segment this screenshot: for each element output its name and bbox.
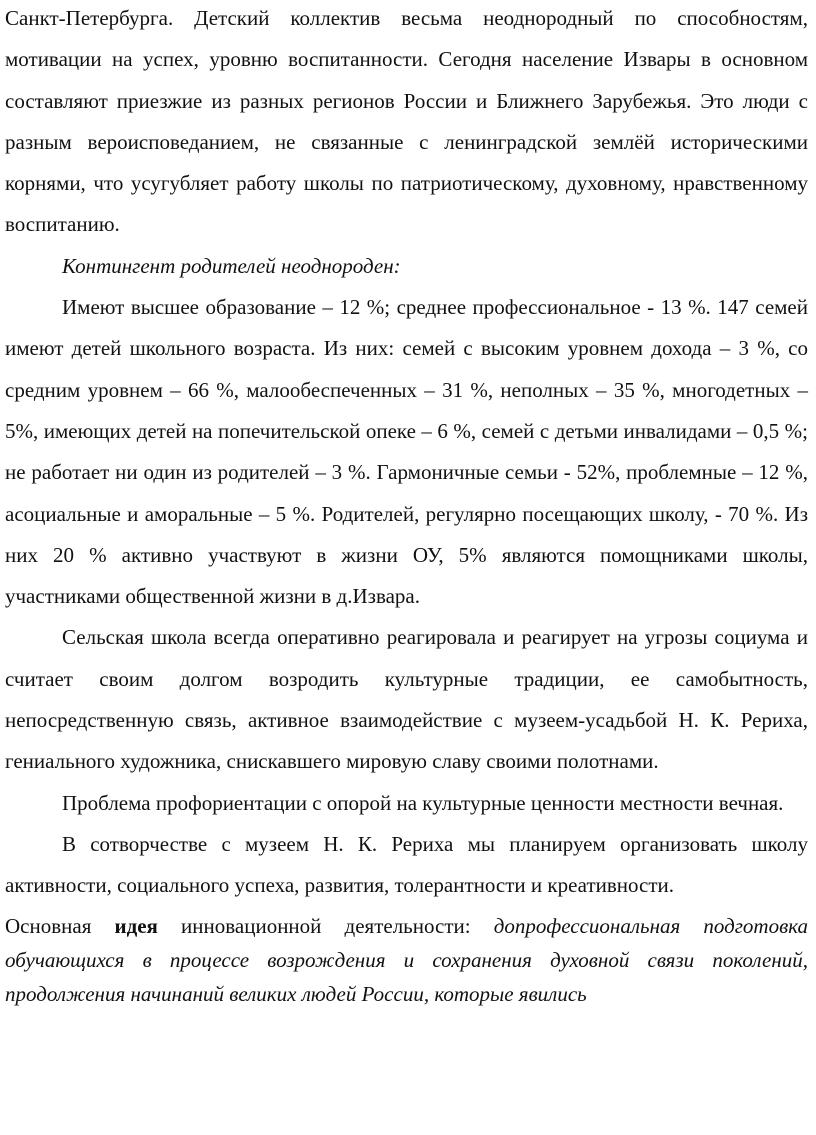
main-idea-prefix: Основная [5,913,115,938]
main-idea-middle: инновационной деятельности: [157,913,494,938]
paragraph-parents-heading: Контингент родителей неоднороден: [62,253,401,278]
paragraph-society: Санкт-Петербурга. Детский коллектив весьма неоднородный по способностям, мотивации на успех, уровню воспитанности. Сегодня население Извары в основном составляют приезжие из разных регионов России и Ближнего Зарубежья. Это люди с разным вероисповеданием, не связанные с ленинградской землёй историческими корнями, что усугубляет работу школы по патриотическому, духовному, нравственному воспитанию. [5,6,808,237]
paragraph-parents-stats: Имеют высшее образование – 12 %; среднее профессиональное - 13 %. 147 семей имеют детей школьного возраста. Из них: семей с высоким уровнем дохода – 3 %, со средним уровнем – 66 %, малообеспеченных – 31 %, неполных – 35 %, многодетных – 5%, имеющих детей на попечительской опеке – 6 %, семей с детьми инвалидами – 0,5 %; не работает ни один из родителей – 3 %. Гармоничные семьи - 52%, проблемные – 12 %, асоциальные и аморальные – 5 %. Родителей, регулярно посещающих школу, - 70 %. Из них 20 % активно участвуют в жизни ОУ, 5% являются помощниками школы, участниками общественной жизни в д.Извара. [5,295,808,609]
main-idea-description: допрофессиональная подготовка обучающихся в процессе возрождения и сохранения духовной связи поколений, продолжения начинаний великих людей России, которые явились [5,913,808,1006]
paragraph-career-guidance: Проблема профориентации с опорой на культурные ценности местности вечная. [62,790,784,815]
paragraph-rural-school: Сельская школа всегда оперативно реагировала и реагирует на угрозы социума и считает своим долгом возродить культурные традиции, ее самобытность, непосредственную связь, активное взаимодействие с музеем-усадьбой Н. К. Рериха, гениального художника, снискавшего мировую славу своими полотнами. [5,625,808,774]
paragraph-main-idea [5,909,808,1011]
paragraph-co-creation: В сотворчестве с музеем Н. К. Рериха мы планируем организовать школу активности, социального успеха, развития, толерантности и креативности. [5,831,808,898]
main-idea-keyword: идея [114,913,158,938]
